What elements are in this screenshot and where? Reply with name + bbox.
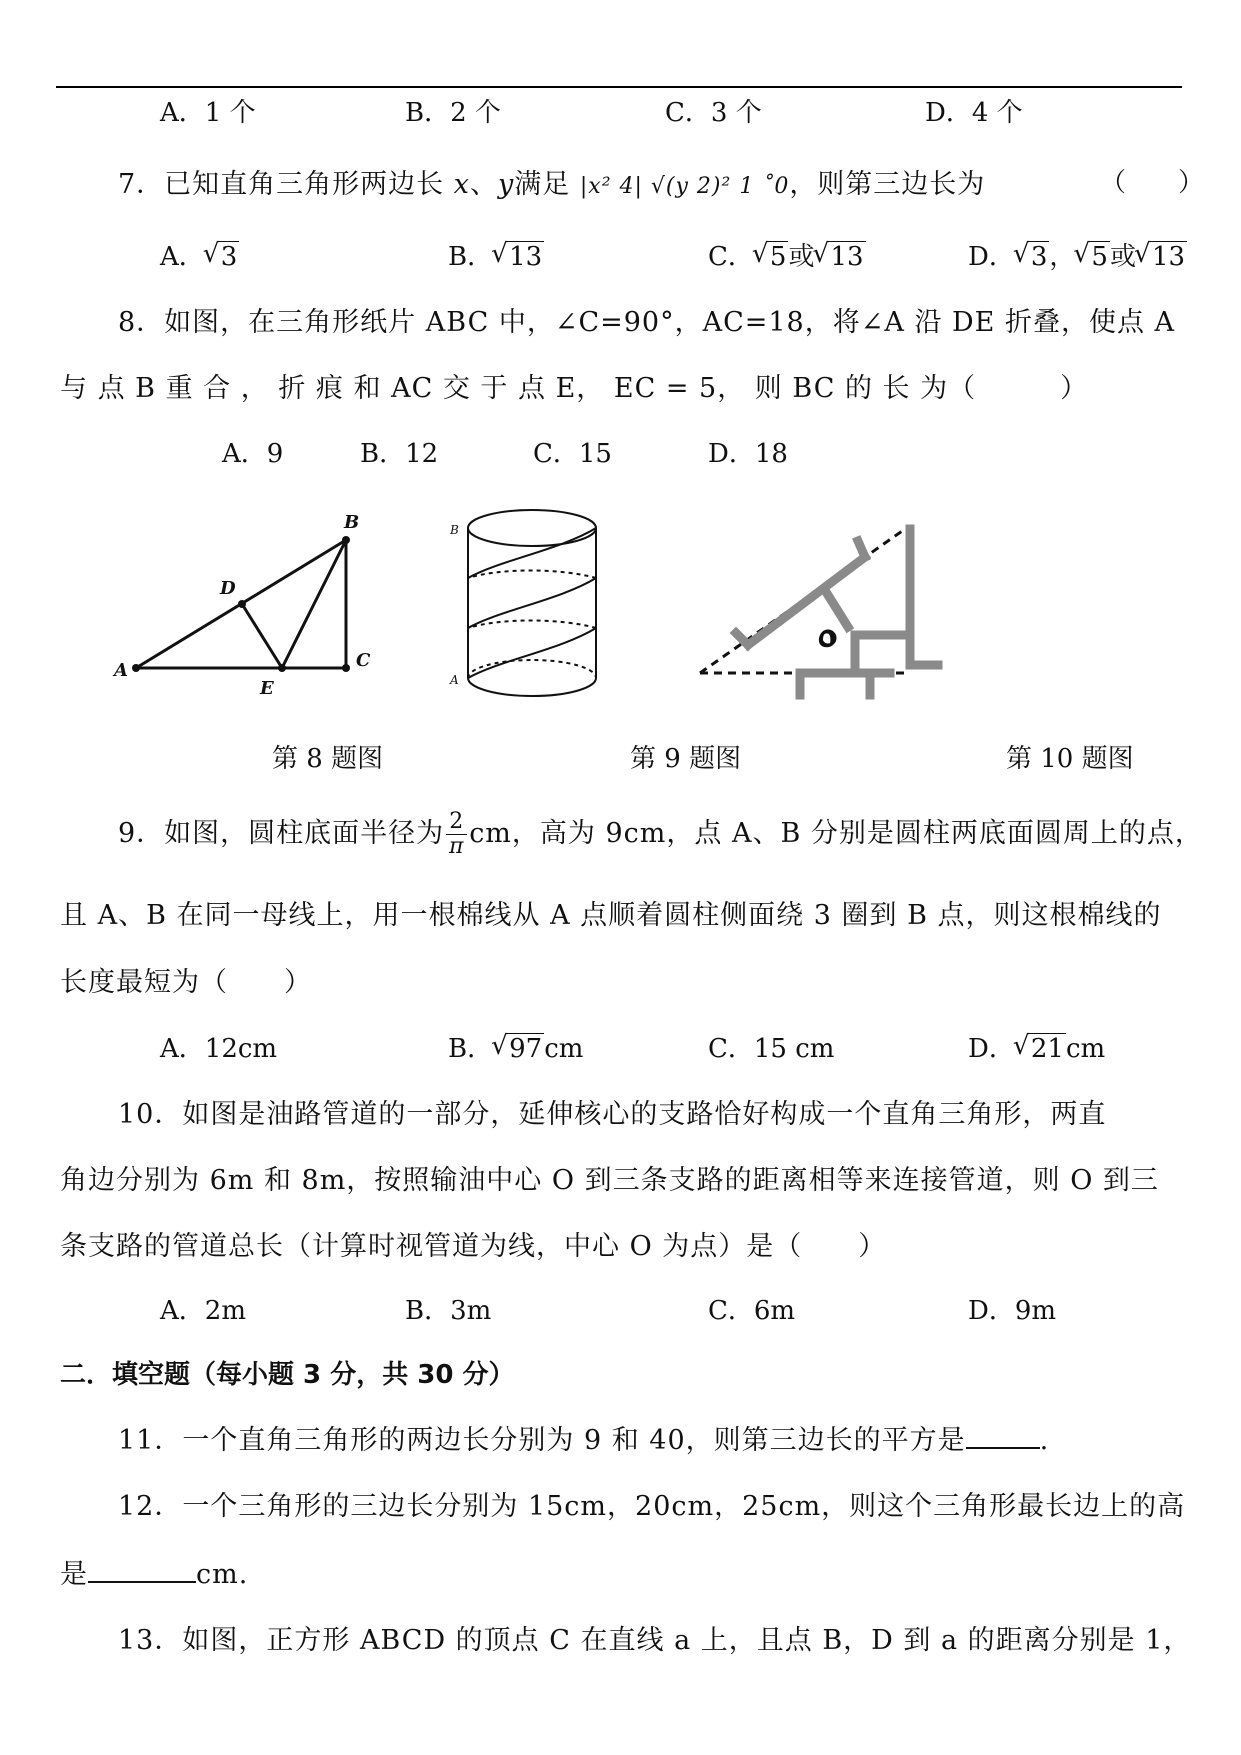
q7-var-y: y bbox=[498, 169, 515, 200]
q9-fraction bbox=[446, 810, 467, 859]
q9-d-unit: cm bbox=[1065, 1034, 1106, 1064]
q8-option-c: C．15 bbox=[533, 439, 612, 469]
q7-c-or: 或 bbox=[788, 242, 815, 272]
q9-b-unit: cm bbox=[544, 1034, 584, 1064]
caption-fig9: 第 9 题图 bbox=[630, 744, 742, 774]
q7-option-c bbox=[708, 236, 866, 273]
q7-stem-post: ，则第三边长为 bbox=[789, 169, 986, 200]
q10-line-3: 条支路的管道总长（计算时视管道为线，中心 O 为点）是（ ） bbox=[60, 1231, 887, 1262]
q7-a-label: A． bbox=[160, 242, 205, 272]
q7-d-radicand-2: 5 bbox=[1091, 242, 1108, 272]
q7-c-radicand-2: 13 bbox=[830, 242, 864, 272]
q11-post: . bbox=[1039, 1425, 1050, 1456]
q6-option-d: D．4 个 bbox=[925, 98, 1023, 128]
q11-line bbox=[118, 1418, 1049, 1457]
q7-answer-paren: （ ） bbox=[1100, 168, 1205, 198]
q7-d-radicand-1: 3 bbox=[1030, 242, 1048, 272]
q10-option-d: D．9m bbox=[968, 1296, 1057, 1326]
q12-answer-blank[interactable] bbox=[88, 1559, 196, 1583]
q7-stem bbox=[118, 162, 985, 201]
caption-fig10: 第 10 题图 bbox=[1006, 744, 1134, 774]
fig8-label-e: E bbox=[260, 678, 274, 699]
q12-line2-pre: 是 bbox=[60, 1559, 88, 1590]
q12-line-1: 12．一个三角形的三边长分别为 15cm，20cm，25cm，则这个三角形最长边上的高 bbox=[118, 1491, 1186, 1522]
q12-line2-post: cm. bbox=[196, 1559, 249, 1590]
q13-line-1: 13．如图，正方形 ABCD 的顶点 C 在直线 a 上，且点 B，D 到 a 的距离分别是 1， bbox=[118, 1625, 1192, 1656]
q10-line-2: 角边分别为 6m 和 8m，按照输油中心 O 到三条支路的距离相等来连接管道，则 O 到三 bbox=[60, 1165, 1159, 1196]
q8-option-a: A．9 bbox=[222, 439, 284, 469]
q9-d-label: D． bbox=[968, 1034, 1015, 1064]
q12-line-2 bbox=[60, 1552, 248, 1591]
q6-option-b: B．2 个 bbox=[405, 98, 501, 128]
q9-b-radicand: 97 bbox=[509, 1034, 543, 1064]
figure-10-pipeline bbox=[690, 515, 960, 715]
q7-d-label: D． bbox=[968, 242, 1015, 272]
q6-option-a: A．1 个 bbox=[160, 98, 256, 128]
q7-b-radicand: 13 bbox=[509, 242, 543, 272]
q7-option-b bbox=[448, 236, 544, 273]
q9-frac-denominator: π bbox=[448, 834, 465, 859]
q7-d-or: 或 bbox=[1109, 242, 1136, 272]
q7-d-sep: ， bbox=[1049, 242, 1076, 272]
q7-d-radicand-3: 13 bbox=[1151, 242, 1186, 272]
figure-9-cylinder bbox=[440, 500, 610, 710]
fig8-label-a: A bbox=[114, 660, 128, 681]
q10-option-a: A．2m bbox=[160, 1296, 246, 1326]
q11-pre: 11．一个直角三角形的两边长分别为 9 和 40，则第三边长的平方是 bbox=[118, 1425, 966, 1456]
q11-answer-blank[interactable] bbox=[966, 1425, 1040, 1449]
fig8-label-b: B bbox=[344, 512, 360, 533]
q7-option-d bbox=[968, 236, 1187, 273]
q7-a-radicand: 3 bbox=[220, 242, 238, 272]
q7-c-label: C． bbox=[708, 242, 754, 272]
q7-c-radicand-1: 5 bbox=[769, 242, 787, 272]
q10-option-b: B．3m bbox=[405, 1296, 492, 1326]
q9-b-label: B． bbox=[448, 1034, 494, 1064]
q9-line-2: 且 A、B 在同一母线上，用一根棉线从 A 点顺着圆柱侧面绕 3 圈到 B 点，则这根棉线的 bbox=[60, 900, 1162, 931]
q9-option-d bbox=[968, 1028, 1105, 1065]
fig9-label-b: B bbox=[450, 523, 459, 537]
q9-option-b bbox=[448, 1028, 583, 1065]
q9-d-radicand: 21 bbox=[1030, 1034, 1064, 1064]
q7-stem-mid: 满足 bbox=[514, 169, 571, 200]
q7-b-label: B． bbox=[448, 242, 494, 272]
fig10-label-o: O bbox=[818, 628, 836, 652]
q8-line-1: 8．如图，在三角形纸片 ABC 中，∠C=90°，AC=18，将∠A 沿 DE 折叠，使点 A bbox=[118, 307, 1176, 338]
q6-option-c: C．3 个 bbox=[665, 98, 762, 128]
q9-option-c: C．15 cm bbox=[708, 1034, 835, 1064]
q9-line-3: 长度最短为（ ） bbox=[60, 967, 312, 998]
q10-option-c: C．6m bbox=[708, 1296, 796, 1326]
q9-post: cm，高为 9cm，点 A、B 分别是圆柱两底面圆周上的点， bbox=[469, 818, 1203, 849]
fig8-label-d: D bbox=[220, 578, 236, 599]
q7-option-a bbox=[160, 236, 239, 273]
section-2-title: 二．填空题（每小题 3 分，共 30 分） bbox=[60, 1360, 515, 1390]
q7-sep: 、 bbox=[470, 169, 499, 200]
q9-frac-numerator: 2 bbox=[446, 810, 467, 835]
q9-option-a: A．12cm bbox=[160, 1034, 278, 1064]
q10-line-1: 10．如图是油路管道的一部分，延伸核心的支路恰好构成一个直角三角形，两直 bbox=[118, 1099, 1107, 1130]
q8-option-d: D．18 bbox=[708, 439, 788, 469]
q7-expression: |x² 4| √(y 2)² 1 ˚0 bbox=[579, 174, 790, 199]
figure-8-triangle bbox=[100, 500, 390, 700]
fig9-label-a: A bbox=[450, 673, 459, 687]
q9-pre: 9．如图，圆柱底面半径为 bbox=[118, 818, 445, 849]
fig8-label-c: C bbox=[356, 650, 371, 671]
top-rule bbox=[56, 86, 1182, 88]
q7-stem-pre: 7．已知直角三角形两边长 bbox=[118, 169, 445, 200]
q7-var-x: x bbox=[453, 169, 471, 200]
q8-option-b: B．12 bbox=[360, 439, 439, 469]
q8-line-2: 与 点 B 重 合 ， 折 痕 和 AC 交 于 点 E， EC = 5， 则 BC 的 长 为（ ） bbox=[60, 373, 1089, 404]
q9-line-1 bbox=[118, 810, 1203, 859]
caption-fig8: 第 8 题图 bbox=[272, 744, 384, 774]
